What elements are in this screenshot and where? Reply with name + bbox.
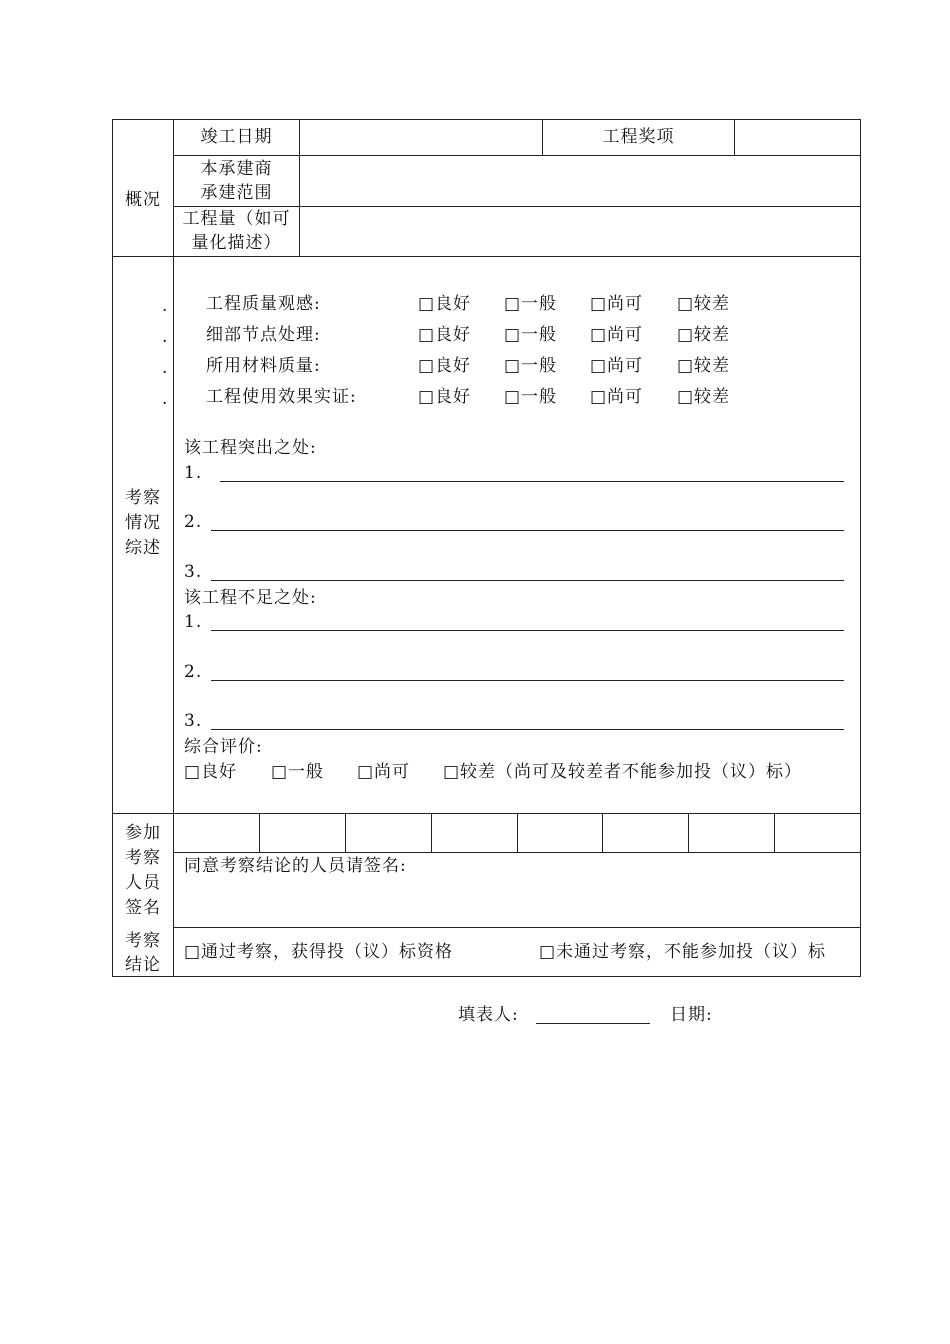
rating-option-good[interactable]: □良好 xyxy=(418,356,472,376)
signature-cell-divider xyxy=(345,813,346,853)
section-divider xyxy=(112,256,861,257)
overall-option-fair[interactable]: □尚可 xyxy=(357,762,411,782)
rating-option-poor[interactable]: □较差 xyxy=(677,387,731,407)
signature-cell-divider xyxy=(431,813,432,853)
rating-option-average[interactable]: □一般 xyxy=(504,294,558,314)
signature-label-line3: 人员 xyxy=(125,873,161,893)
overall-label: 综合评价: xyxy=(184,737,263,757)
rating-label-details: 细部节点处理: xyxy=(206,325,321,345)
completion-date-label: 竣工日期 xyxy=(200,127,273,147)
quantity-field[interactable] xyxy=(300,207,860,256)
strength-line-3[interactable] xyxy=(211,580,844,581)
weaknesses-label: 该工程不足之处: xyxy=(184,588,317,608)
weakness-line-1[interactable] xyxy=(211,630,844,631)
overall-option-poor[interactable]: □较差（尚可及较差者不能参加投（议）标） xyxy=(443,762,803,782)
rating-label-usage: 工程使用效果实证: xyxy=(206,387,357,407)
filler-line[interactable] xyxy=(536,1023,650,1024)
rating-option-fair[interactable]: □尚可 xyxy=(590,356,644,376)
signature-cell-divider xyxy=(774,813,775,853)
overall-option-average[interactable]: □一般 xyxy=(271,762,325,782)
signature-cell-divider xyxy=(517,813,518,853)
signature-area[interactable] xyxy=(174,878,860,926)
conclusion-pass-option[interactable]: □通过考察，获得投（议）标资格 xyxy=(184,942,454,962)
strength-number: 1. xyxy=(184,463,203,483)
table-border-right xyxy=(860,119,861,977)
bullet-dot: . xyxy=(162,296,168,316)
conclusion-label-line2: 结论 xyxy=(125,955,161,975)
rating-option-fair[interactable]: □尚可 xyxy=(590,387,644,407)
quantity-label-line2: 量化描述） xyxy=(191,233,282,253)
rating-option-poor[interactable]: □较差 xyxy=(677,325,731,345)
rating-option-average[interactable]: □一般 xyxy=(504,325,558,345)
weakness-number: 2. xyxy=(184,662,203,682)
quantity-label-line1: 工程量（如可 xyxy=(182,209,291,229)
rating-option-fair[interactable]: □尚可 xyxy=(590,325,644,345)
strength-number: 3. xyxy=(184,562,203,582)
rating-option-good[interactable]: □良好 xyxy=(418,325,472,345)
overall-option-good[interactable]: □良好 xyxy=(184,762,238,782)
signature-cell-divider xyxy=(688,813,689,853)
table-border-bottom xyxy=(112,976,861,977)
conclusion-label-line1: 考察 xyxy=(125,931,161,951)
rating-option-average[interactable]: □一般 xyxy=(504,387,558,407)
rating-option-poor[interactable]: □较差 xyxy=(677,294,731,314)
strength-line-1[interactable] xyxy=(220,481,844,482)
rating-option-good[interactable]: □良好 xyxy=(418,294,472,314)
signature-label-line2: 考察 xyxy=(125,848,161,868)
weakness-line-3[interactable] xyxy=(211,729,844,730)
signature-cell-divider xyxy=(602,813,603,853)
rating-option-poor[interactable]: □较差 xyxy=(677,356,731,376)
signature-label-line4: 签名 xyxy=(125,898,161,918)
rating-label-materials: 所用材料质量: xyxy=(206,356,321,376)
strength-line-2[interactable] xyxy=(211,530,844,531)
weakness-number: 3. xyxy=(184,711,203,731)
inspection-section-label-line3: 综述 xyxy=(125,538,161,558)
row-divider xyxy=(173,927,861,928)
award-field[interactable] xyxy=(735,120,860,155)
weakness-number: 1. xyxy=(184,612,203,632)
signature-label-line1: 参加 xyxy=(125,823,161,843)
weakness-line-2[interactable] xyxy=(211,680,844,681)
bullet-dot: . xyxy=(162,358,168,378)
overview-section-label: 概况 xyxy=(125,190,161,210)
inspection-section-label-line1: 考察 xyxy=(125,488,161,508)
contractor-scope-label-line1: 本承建商 xyxy=(200,159,273,179)
conclusion-fail-option[interactable]: □未通过考察，不能参加投（议）标 xyxy=(539,942,827,962)
bullet-dot: . xyxy=(162,389,168,409)
rating-label-appearance: 工程质量观感: xyxy=(206,294,321,314)
rating-option-fair[interactable]: □尚可 xyxy=(590,294,644,314)
filler-label: 填表人: xyxy=(458,1005,519,1025)
rating-option-good[interactable]: □良好 xyxy=(418,387,472,407)
date-label: 日期: xyxy=(670,1005,713,1025)
completion-date-field[interactable] xyxy=(300,120,542,155)
bullet-dot: . xyxy=(162,327,168,347)
signature-consent-text: 同意考察结论的人员请签名: xyxy=(184,856,407,876)
signature-cell-divider xyxy=(259,813,260,853)
section-divider xyxy=(112,813,861,814)
strengths-label: 该工程突出之处: xyxy=(184,438,317,458)
contractor-scope-label-line2: 承建范围 xyxy=(200,183,273,203)
rating-option-average[interactable]: □一般 xyxy=(504,356,558,376)
award-label: 工程奖项 xyxy=(602,127,675,147)
contractor-scope-field[interactable] xyxy=(300,156,860,206)
strength-number: 2. xyxy=(184,512,203,532)
inspection-section-label-line2: 情况 xyxy=(125,513,161,533)
